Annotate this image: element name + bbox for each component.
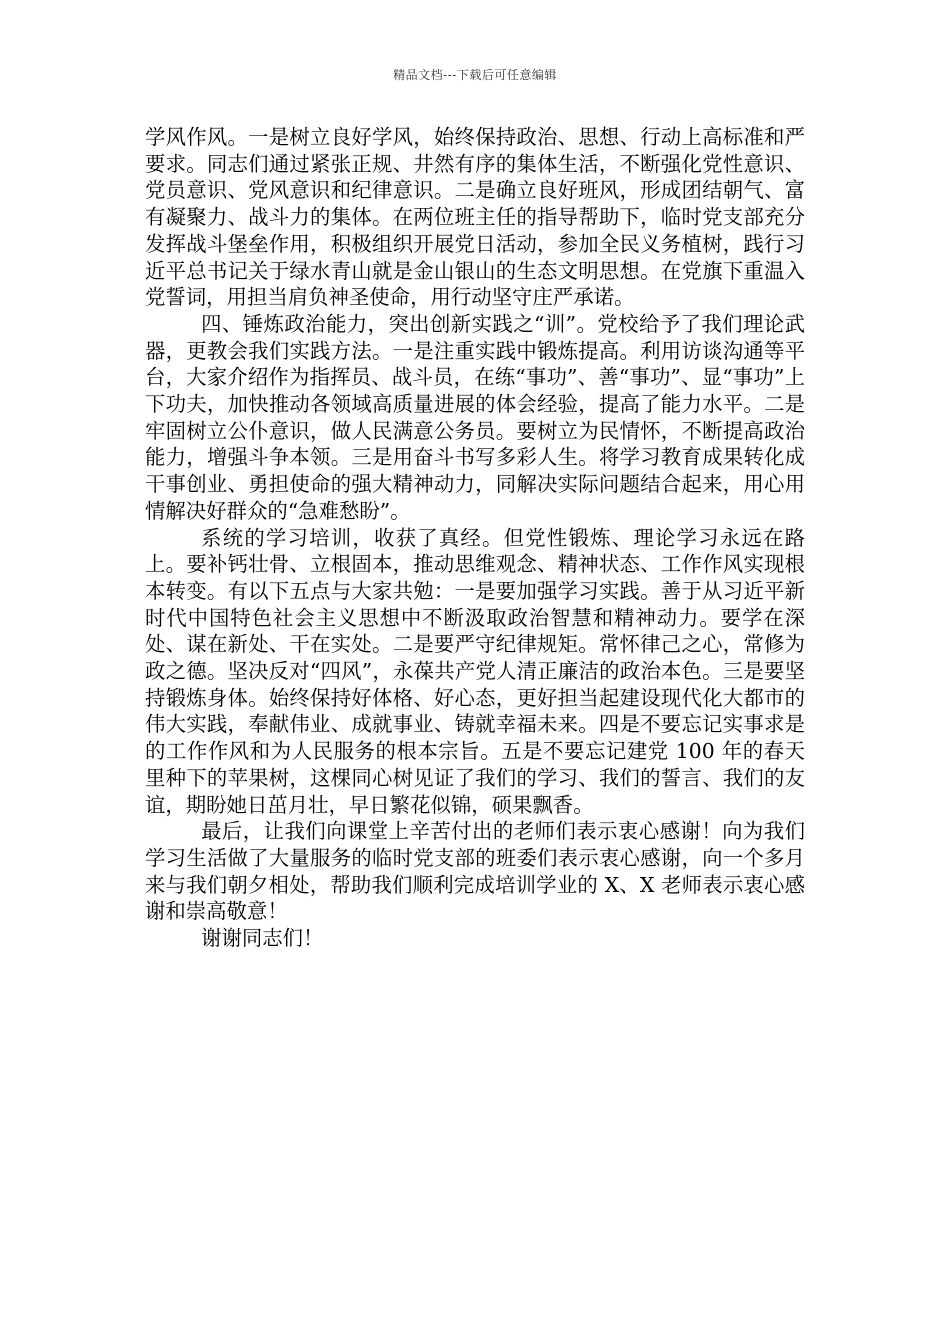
paragraph-study-style: 学风作风。一是树立良好学风，始终保持政治、思想、行动上高标准和严要求。同志们通过紧张正规、井然有序的集体生活，不断强化党性意识、党员意识、党风意识和纪律意识。二是确立良好班风，形成团结朝气、富有凝聚力、战斗力的集体。在两位班主任的指导帮助下，临时党支部充分发挥战斗堡垒作用，积极组织开展党日活动，参加全民义务植树，践行习近平总书记关于绿水青山就是金山银山的生态文明思想。在党旗下重温入党誓词，用担当肩负神圣使命，用行动坚守庄严承诺。 [145,125,805,310]
page-header: 精品文档---下载后可任意编辑 [393,68,557,82]
paragraph-acknowledgement: 最后，让我们向课堂上辛苦付出的老师们表示衷心感谢！向为我们学习生活做了大量服务的临时党支部的班委们表示衷心感谢，向一个多月来与我们朝夕相处，帮助我们顺利完成培训学业的 X、X 老师表示衷心感谢和崇高敬意！ [145,819,805,924]
paragraph-political-ability: 四、锤炼政治能力，突出创新实践之“训”。党校给予了我们理论武器，更教会我们实践方法。一是注重实践中锻炼提高。利用访谈沟通等平台，大家介绍作为指挥员、战斗员，在练“事功”、善“事功”、显“事功”上下功夫，加快推动各领域高质量进展的体会经验，提高了能力水平。二是牢固树立公仆意识，做人民满意公务员。要树立为民情怀，不断提高政治能力，增强斗争本领。三是用奋斗书写多彩人生。将学习教育成果转化成干事创业、勇担使命的强大精神动力，同解决实际问题结合起来，用心用情解决好群众的“急难愁盼”。 [145,311,805,523]
paragraph-training-summary: 系统的学习培训，收获了真经。但党性锻炼、理论学习永远在路上。要补钙壮骨、立根固本，推动思维观念、精神状态、工作作风实现根本转变。有以下五点与大家共勉：一是要加强学习实践。善于从习近平新时代中国特色社会主义思想中不断汲取政治智慧和精神动力。要学在深处、谋在新处、干在实处。二是要严守纪律规矩。常怀律己之心，常修为政之德。坚决反对“四风”，永葆共产党人清正廉洁的政治本色。三是要坚持锻炼身体。始终保持好体格、好心态，更好担当起建设现代化大都市的伟大实践，奉献伟业、成就事业、铸就幸福未来。四是不要忘记实事求是的工作作风和为人民服务的根本宗旨。五是不要忘记建党 100 年的春天里种下的苹果树，这棵同心树见证了我们的学习、我们的誓言、我们的友谊，期盼她日茁月壮，早日繁花似锦，硕果飘香。 [145,525,805,817]
paragraph-closing: 谢谢同志们！ [201,926,324,951]
document-body [145,124,805,952]
